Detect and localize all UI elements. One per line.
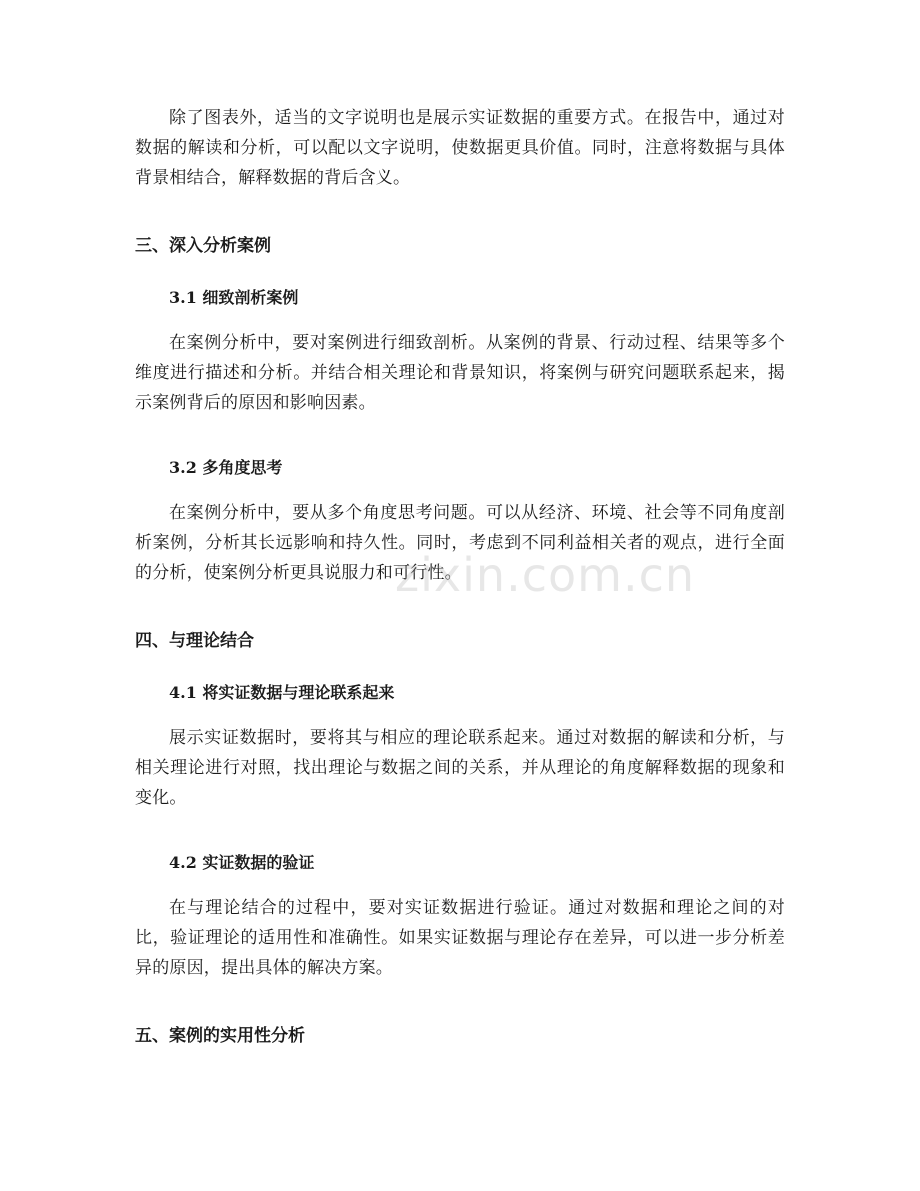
subheading-4-1: 4.1 将实证数据与理论联系起来 xyxy=(169,683,395,702)
section-heading-4: 四、与理论结合 xyxy=(135,631,254,651)
subheading-4-2: 4.2 实证数据的验证 xyxy=(169,853,315,872)
section-heading-3: 三、深入分析案例 xyxy=(135,236,271,256)
watermark-text: zixin.com.cn xyxy=(395,548,696,602)
subheading-3-2: 3.2 多角度思考 xyxy=(169,458,283,477)
paragraph-3-1: 在案例分析中，要对案例进行细致剖析。从案例的背景、行动过程、结果等多个维度进行描述和分析。并结合相关理论和背景知识，将案例与研究问题联系起来，揭示案例背后的原因和影响因素。 xyxy=(135,333,785,413)
subheading-3-1: 3.1 细致剖析案例 xyxy=(169,288,299,307)
section-heading-5: 五、案例的实用性分析 xyxy=(135,1026,305,1046)
paragraph-3-2: 在案例分析中，要从多个角度思考问题。可以从经济、环境、社会等不同角度剖析案例，分析其长远影响和持久性。同时，考虑到不同利益相关者的观点，进行全面的分析，使案例分析更具说服力和可行性。 xyxy=(135,503,785,583)
paragraph-4-1: 展示实证数据时，要将其与相应的理论联系起来。通过对数据的解读和分析，与相关理论进行对照，找出理论与数据之间的关系，并从理论的角度解释数据的现象和变化。 xyxy=(135,728,785,808)
paragraph-text-explanation: 除了图表外，适当的文字说明也是展示实证数据的重要方式。在报告中，通过对数据的解读和分析，可以配以文字说明，使数据更具价值。同时，注意将数据与具体背景相结合，解释数据的背后含义。 xyxy=(135,108,785,188)
paragraph-4-2: 在与理论结合的过程中，要对实证数据进行验证。通过对数据和理论之间的对比，验证理论的适用性和准确性。如果实证数据与理论存在差异，可以进一步分析差异的原因，提出具体的解决方案。 xyxy=(135,898,785,978)
